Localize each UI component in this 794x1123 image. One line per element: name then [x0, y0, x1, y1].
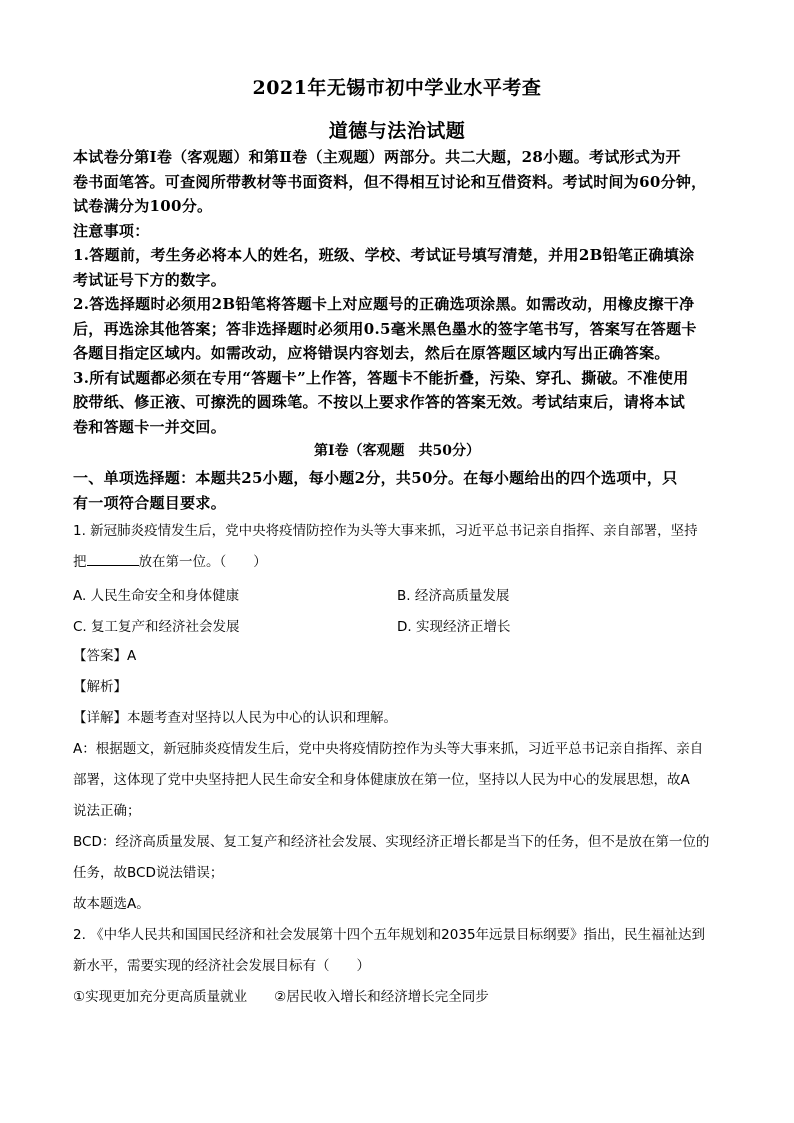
- section-title: 第Ⅰ卷（客观题 共50分）: [313, 443, 481, 459]
- intro-block: [73, 145, 723, 439]
- notes-line: 3.所有试题都必须在专用“答题卡”上作答，答题卡不能折叠，污染、穿孔、撕破。不准使用: [73, 368, 689, 387]
- notes-line: 卷和答题卡一并交回。: [73, 417, 227, 436]
- notes-line: 后，再选涂其他答案；答非选择题时必须用0.5毫米黑色墨水的签字笔书写，答案写在答题卡: [73, 319, 697, 338]
- option-d: D. 实现经济正增长: [397, 619, 511, 635]
- question-line: 1. 新冠肺炎疫情发生后，党中央将疫情防控作为头等大事来抓，习近平总书记亲自指挥、亲自部署，坚持: [73, 523, 698, 539]
- intro-line: 卷书面笔答。可查阅所带教材等书面资料，但不得相互讨论和互借资料。考试时间为60分钟，: [73, 172, 707, 191]
- detail-line: 故本题选A。: [73, 896, 150, 912]
- question-line: [73, 547, 725, 578]
- option-a: A. 人民生命安全和身体健康: [73, 588, 240, 604]
- question-text: 放在第一位。（ ）: [138, 554, 267, 570]
- notes-line: 2.答选择题时必须用2B铅笔将答题卡上对应题号的正确选项涂黑。如需改动，用橡皮擦干净: [73, 295, 695, 313]
- notes-line: 考试证号下方的数字。: [73, 270, 227, 289]
- exam-subtitle: 道德与法治试题: [328, 120, 466, 142]
- intro-line: 试卷满分为100分。: [73, 197, 213, 215]
- question-line: 2. 《中华人民共和国国民经济和社会发展第十四个五年规划和2035年远景目标纲要》指出，民生福祉达到: [73, 927, 706, 943]
- detail-line: 【详解】本题考查对坚持以人民为中心的认识和理解。: [73, 710, 397, 726]
- detail-line: BCD：经济高质量发展、复工复产和经济社会发展、实现经济正增长都是当下的任务，但不是放在第一位的: [73, 834, 710, 850]
- question-1-analysis: [73, 641, 725, 1013]
- option-c: C. 复工复产和经济社会发展: [73, 619, 240, 635]
- answer-blank: [87, 551, 139, 566]
- option-b: B. 经济高质量发展: [397, 588, 510, 604]
- instruction-line: 一、单项选择题：本题共25小题，每小题2分，共50分。在每小题给出的四个选项中，只: [73, 469, 678, 487]
- notes-line: 1.答题前，考生务必将本人的姓名，班级、学校、考试证号填写清楚，并用2B铅笔正确填涂: [73, 246, 695, 264]
- detail-line: 部署，这体现了党中央坚持把人民生命安全和身体健康放在第一位，坚持以人民为中心的发展思想，故A: [73, 772, 690, 788]
- notes-line: 各题目指定区域内。如需改动，应将错误内容划去，然后在原答题区域内写出正确答案。: [73, 344, 670, 362]
- detail-line: A：根据题文，新冠肺炎疫情发生后，党中央将疫情防控作为头等大事来抓，习近平总书记亲自指挥、亲自: [73, 741, 704, 757]
- answer-line: 【答案】A: [73, 648, 137, 664]
- detail-line: 说法正确；: [73, 803, 141, 819]
- question-text: 把: [73, 554, 87, 570]
- exam-title: 2021年无锡市初中学业水平考查: [252, 77, 542, 99]
- notes-line: 胶带纸、修正液、可擦洗的圆珠笔。不按以上要求作答的答案无效。考试结束后，请将本试: [73, 393, 686, 411]
- intro-line: 本试卷分第Ⅰ卷（客观题）和第Ⅱ卷（主观题）两部分。共二大题，28小题。考试形式为开: [73, 148, 681, 166]
- instruction-line: 有一项符合题目要求。: [73, 493, 227, 512]
- question-1-stem: [73, 516, 725, 578]
- question-line: 新水平，需要实现的经济社会发展目标有（ ）: [73, 958, 370, 974]
- question-line: ①实现更加充分更高质量就业 ②居民收入增长和经济增长完全同步: [73, 989, 489, 1005]
- detail-line: 任务，故BCD说法错误；: [73, 865, 224, 881]
- section-instruction: [73, 466, 723, 515]
- notes-heading: 注意事项：: [73, 221, 150, 240]
- analysis-label: 【解析】: [73, 679, 127, 695]
